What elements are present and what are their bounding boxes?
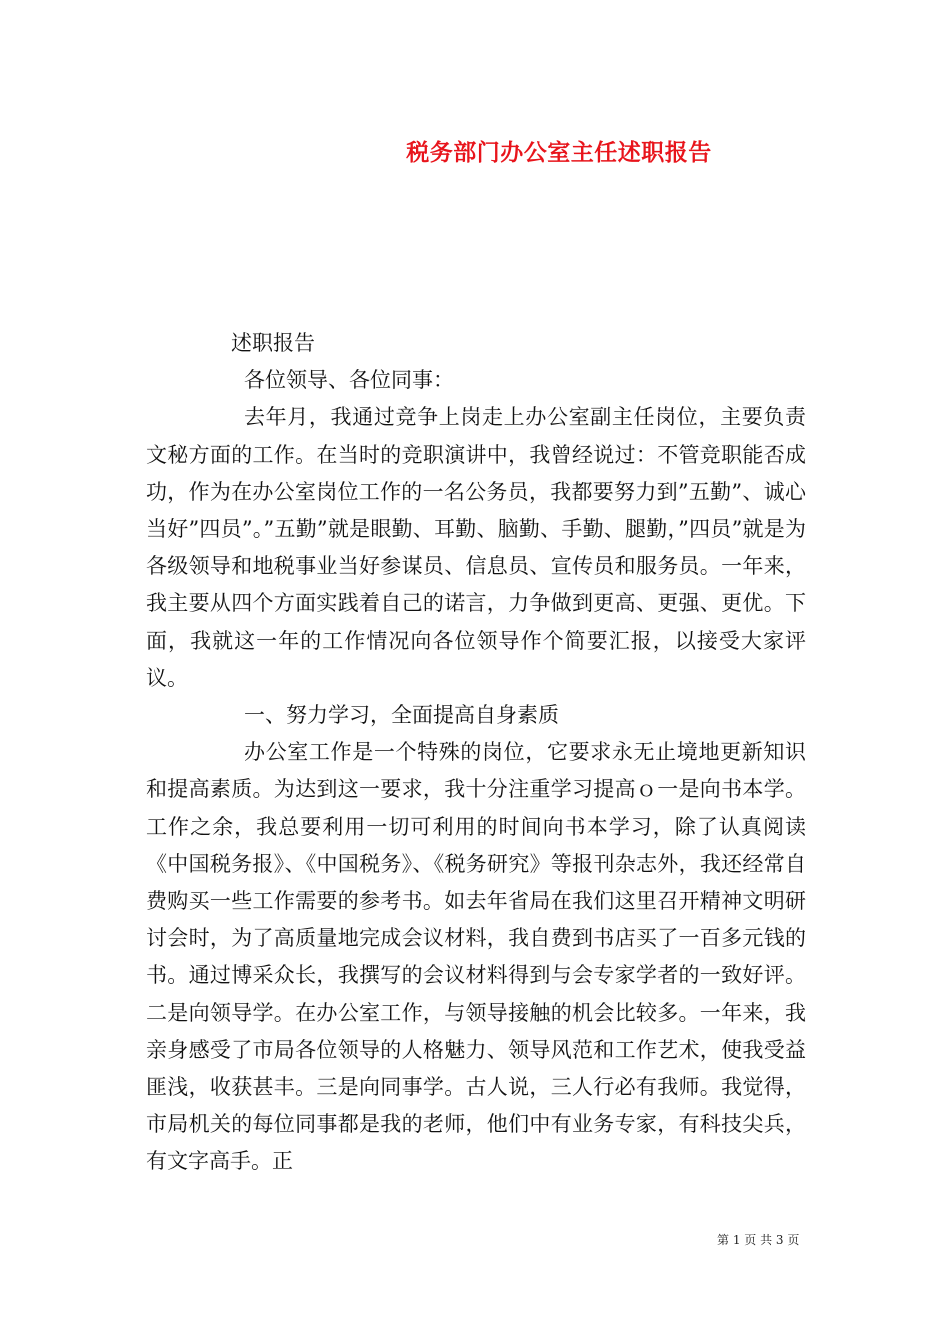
paragraph-intro: 去年月，我通过竞争上岗走上办公室副主任岗位，主要负责文秘方面的工作。在当时的竞职演讲中，我曾经说过：不管竞职能否成功，作为在办公室岗位工作的一名公务员，我都要努力到”五勤”、诚心当好”四员”。”五勤”就是眼勤、耳勤、脑勤、手勤、腿勤，”四员”就是为各级领导和地税事业当好参谋员、信息员、宣传员和服务员。一年来，我主要从四个方面实践着自己的诺言，力争做到更高、更强、更优。下面，我就这一年的工作情况向各位领导作个简要汇报，以接受大家评议。 (146, 405, 806, 690)
page-number: 第 1 页 共 3 页 (717, 1233, 800, 1247)
document-title: 税务部门办公室主任述职报告 (406, 139, 712, 166)
document-body (146, 325, 806, 1181)
report-label: 述职报告 (231, 331, 315, 355)
paragraph-study: 办公室工作是一个特殊的岗位，它要求永无止境地更新知识和提高素质。为达到这一要求，我十分注重学习提高ｏ一是向书本学。工作之余，我总要利用一切可利用的时间向书本学习，除了认真阅读《中国税务报》、《中国税务》、《税务研究》等报刊杂志外，我还经常自费购买一些工作需要的参考书。如去年省局在我们这里召开精神文明研讨会时，为了高质量地完成会议材料，我自费到书店买了一百多元钱的书。通过博采众长，我撰写的会议材料得到与会专家学者的一致好评。二是向领导学。在办公室工作，与领导接触的机会比较多。一年来，我亲身感受了市局各位领导的人格魅力、领导风范和工作艺术，使我受益匪浅，收获甚丰。三是向同事学。古人说，三人行必有我师。我觉得，市局机关的每位同事都是我的老师，他们中有业务专家，有科技尖兵，有文字高手。正 (146, 740, 806, 1174)
salutation: 各位领导、各位同事： (244, 368, 454, 393)
section-heading-1: 一、努力学习，全面提高自身素质 (244, 703, 559, 728)
